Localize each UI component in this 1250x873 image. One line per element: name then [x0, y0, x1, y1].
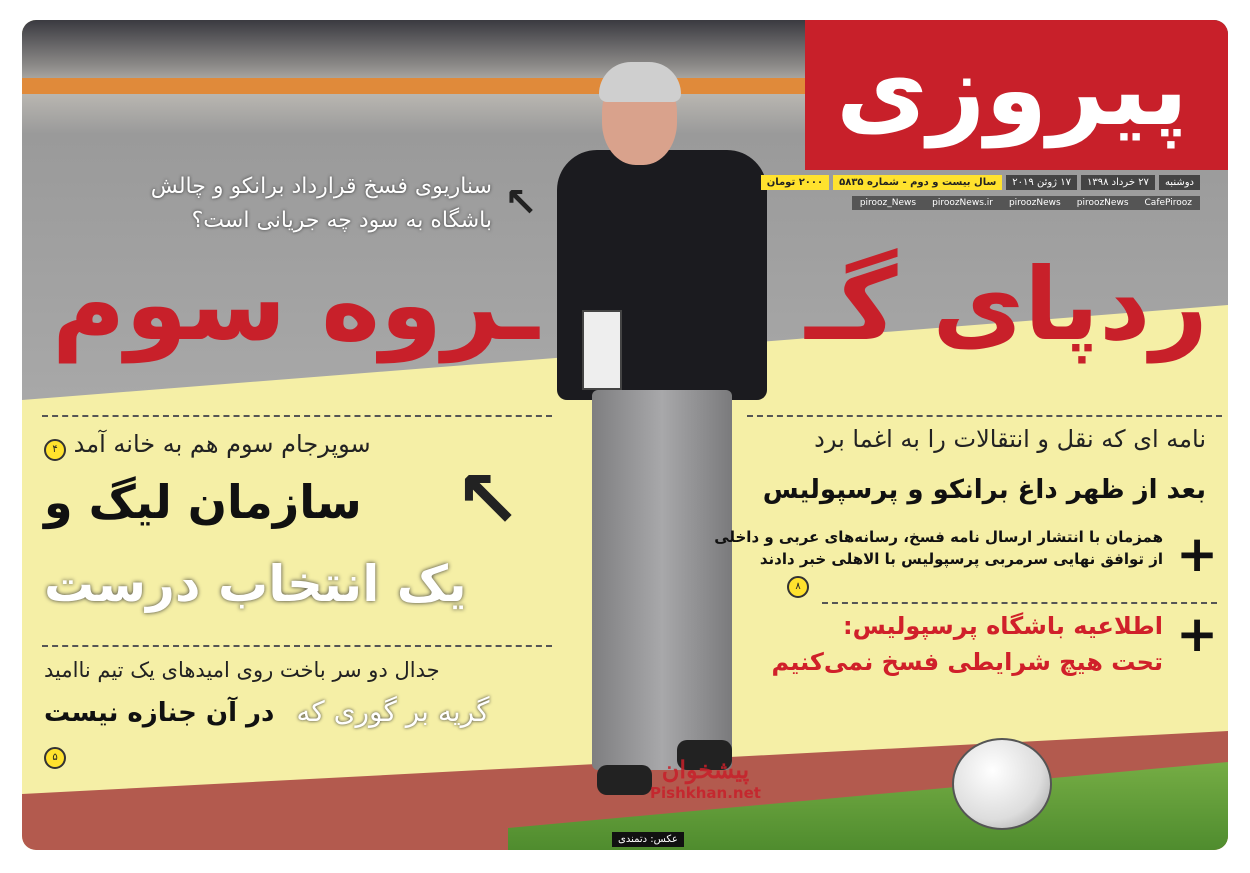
right-kicker: نامه ای که نقل و انتقالات را به اغما برد	[814, 425, 1206, 453]
bullet-line: همزمان با انتشار ارسال نامه فسخ، رسانه‌های عربی و داخلی	[714, 528, 1163, 546]
main-headline-left: ـروه سوم	[52, 246, 539, 363]
coach-photo	[557, 50, 787, 810]
football	[952, 738, 1052, 830]
aparat-handle: piroozNews	[1076, 198, 1129, 208]
kicker-text: سوپرجام سوم هم به خانه آمد	[73, 430, 371, 458]
date-persian: ۲۷ خرداد ۱۳۹۸	[1081, 175, 1155, 190]
teaser-line: باشگاه به سود چه جریانی است؟	[191, 208, 492, 233]
bullet-line: از توافق نهایی سرمربی پرسپولیس با الاهلی خبر دادند	[759, 550, 1163, 568]
left-kicker	[44, 430, 371, 461]
divider	[42, 415, 552, 417]
left-subtitle-row	[44, 695, 489, 728]
watermark-name: پیشخوان	[661, 755, 750, 784]
divider	[822, 602, 1217, 604]
masthead	[805, 20, 1228, 170]
issue-info	[761, 175, 1200, 190]
divider	[42, 645, 552, 647]
watermark-url: Pishkhan.net	[650, 784, 761, 802]
page-badge-8	[787, 574, 809, 598]
left-title-2: یک انتخاب درست	[44, 555, 467, 613]
arrow-icon: ↖	[454, 453, 522, 546]
page-number: ۵	[44, 747, 66, 769]
main-headline-right: ردپای گـ	[805, 246, 1208, 363]
divider	[747, 415, 1222, 417]
telegram-handle: piroozNews	[1008, 198, 1061, 208]
page-badge-5	[44, 745, 66, 769]
instagram-handle: pirooz_News	[859, 198, 917, 208]
top-teaser	[62, 170, 492, 238]
plus-icon: +	[1176, 525, 1218, 583]
left-subtitle-a: گریه بر گوری که	[296, 695, 490, 728]
front-page	[22, 20, 1228, 850]
teaser-line: سناریوی فسخ قرارداد برانکو و چالش	[150, 174, 492, 199]
watermark	[650, 755, 761, 802]
social-links	[852, 196, 1200, 210]
page-number: ۸	[787, 576, 809, 598]
left-subkicker: جدال دو سر باخت روی امیدهای یک تیم ناامید	[44, 658, 440, 682]
bullet-1	[714, 526, 1163, 570]
right-title: بعد از ظهر داغ برانکو و پرسپولیس	[762, 475, 1206, 505]
bullet-line: تحت هیچ شرایطی فسخ نمی‌کنیم	[771, 648, 1163, 676]
date-gregorian: ۱۷ ژوئن ۲۰۱۹	[1006, 175, 1077, 190]
newspaper-logo: پیروزی	[836, 31, 1188, 148]
plus-icon: +	[1176, 605, 1218, 663]
day: دوشنبه	[1159, 175, 1200, 190]
telegram-cafe: CafePirooz	[1144, 198, 1192, 208]
price: ۲۰۰۰ تومان	[761, 175, 829, 190]
arrow-icon: ↖	[504, 180, 538, 226]
bullet-line: اطلاعیه باشگاه پرسپولیس:	[843, 612, 1163, 640]
bullet-2	[772, 608, 1164, 680]
issue-number: سال بیست و دوم - شماره ۵۸۳۵	[833, 175, 1002, 190]
photo-credit: عکس: دتمندی	[612, 832, 684, 847]
left-subtitle-b: در آن جنازه نیست	[44, 698, 275, 728]
left-title-1: سازمان لیگ و	[44, 475, 362, 529]
page-badge: ۴	[44, 439, 66, 461]
website: piroozNews.ir	[932, 198, 993, 208]
